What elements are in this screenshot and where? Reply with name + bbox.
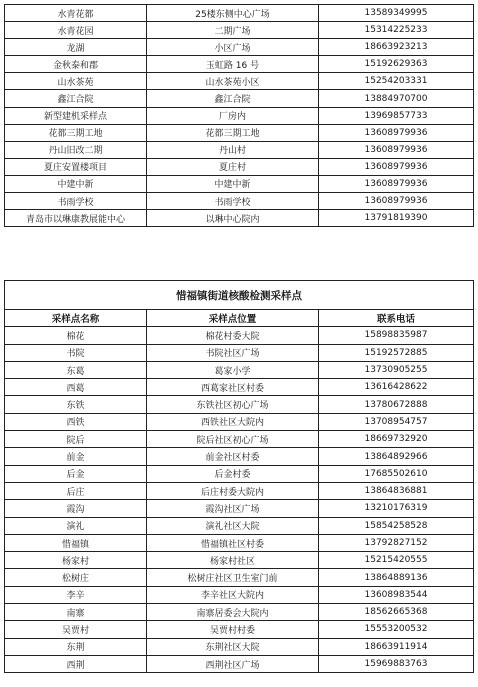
sampling-point-name: 惜福镇 xyxy=(5,534,147,551)
contact-phone: 13210176319 xyxy=(319,500,474,517)
contact-phone: 13608979936 xyxy=(319,193,474,210)
contact-phone: 13864836881 xyxy=(319,482,474,499)
sampling-points-table-top xyxy=(4,4,474,227)
table-row xyxy=(5,56,474,73)
sampling-point-location: 东荆社区大院 xyxy=(147,638,319,655)
table-row xyxy=(5,22,474,39)
table-row xyxy=(5,193,474,210)
sampling-point-name: 西铁 xyxy=(5,413,147,430)
sampling-point-location: 葛家小学 xyxy=(147,361,319,378)
sampling-point-name: 演礼 xyxy=(5,517,147,534)
contact-phone: 13864889136 xyxy=(319,569,474,586)
sampling-point-location: 夏庄村 xyxy=(147,158,319,175)
table-row xyxy=(5,552,474,569)
sampling-point-location: 惜福镇社区村委 xyxy=(147,534,319,551)
sampling-point-location: 西葛家社区村委 xyxy=(147,379,319,396)
contact-phone: 13608979936 xyxy=(319,124,474,141)
table-row xyxy=(5,361,474,378)
table-title-row xyxy=(5,281,474,310)
sampling-point-location: 书雨学校 xyxy=(147,193,319,210)
contact-phone: 13608979936 xyxy=(319,158,474,175)
sampling-point-location: 丹山村 xyxy=(147,141,319,158)
contact-phone: 13608983544 xyxy=(319,586,474,603)
sampling-point-location: 前金社区村委 xyxy=(147,448,319,465)
sampling-point-name: 金秋泰和郡 xyxy=(5,56,147,73)
sampling-point-location: 中建中新 xyxy=(147,175,319,192)
table-title: 惜福镇街道核酸检测采样点 xyxy=(5,281,474,310)
sampling-point-name: 松树庄 xyxy=(5,569,147,586)
contact-phone: 15192572885 xyxy=(319,344,474,361)
contact-phone: 13864892966 xyxy=(319,448,474,465)
contact-phone: 13884970700 xyxy=(319,90,474,107)
sampling-point-name: 东铁 xyxy=(5,396,147,413)
sampling-point-location: 书院社区广场 xyxy=(147,344,319,361)
table-row xyxy=(5,396,474,413)
table-row xyxy=(5,431,474,448)
sampling-point-location: 鑫江合院 xyxy=(147,90,319,107)
sampling-point-location: 李辛社区大院内 xyxy=(147,586,319,603)
sampling-point-location: 霞沟社区广场 xyxy=(147,500,319,517)
table-row xyxy=(5,604,474,621)
sampling-point-name: 水青花园 xyxy=(5,22,147,39)
table-row xyxy=(5,655,474,672)
sampling-point-name: 书雨学校 xyxy=(5,193,147,210)
sampling-point-name: 东荆 xyxy=(5,638,147,655)
sampling-point-location: 吴贾村村委 xyxy=(147,621,319,638)
sampling-point-name: 杨家村 xyxy=(5,552,147,569)
contact-phone: 15898835987 xyxy=(319,327,474,344)
column-header-phone: 联系电话 xyxy=(319,310,474,327)
sampling-point-location: 棉花村委大院 xyxy=(147,327,319,344)
sampling-point-location: 杨家村社区 xyxy=(147,552,319,569)
sampling-point-name: 前金 xyxy=(5,448,147,465)
contact-phone: 15553200532 xyxy=(319,621,474,638)
contact-phone: 13608979936 xyxy=(319,141,474,158)
table-body xyxy=(5,281,474,673)
sampling-point-name: 丹山旧改二期 xyxy=(5,141,147,158)
sampling-point-name: 龙湖 xyxy=(5,39,147,56)
sampling-point-location: 东铁社区初心广场 xyxy=(147,396,319,413)
sampling-point-name: 南寨 xyxy=(5,604,147,621)
contact-phone: 13792827152 xyxy=(319,534,474,551)
contact-phone: 13616428622 xyxy=(319,379,474,396)
table-row xyxy=(5,107,474,124)
contact-phone: 13969857733 xyxy=(319,107,474,124)
contact-phone: 13780672888 xyxy=(319,396,474,413)
contact-phone: 18669732920 xyxy=(319,431,474,448)
table-row xyxy=(5,327,474,344)
contact-phone: 15192629363 xyxy=(319,56,474,73)
sampling-point-name: 棉花 xyxy=(5,327,147,344)
table-row xyxy=(5,465,474,482)
table-row xyxy=(5,39,474,56)
xifu-sampling-points-table xyxy=(4,280,474,673)
sampling-point-location: 演礼社区大院 xyxy=(147,517,319,534)
sampling-point-location: 南寨居委会大院内 xyxy=(147,604,319,621)
table-row xyxy=(5,379,474,396)
sampling-point-name: 水青花都 xyxy=(5,5,147,22)
contact-phone: 13608979936 xyxy=(319,175,474,192)
contact-phone: 13708954757 xyxy=(319,413,474,430)
table-row xyxy=(5,448,474,465)
table-row xyxy=(5,90,474,107)
sampling-point-name: 霞沟 xyxy=(5,500,147,517)
contact-phone: 13791819390 xyxy=(319,210,474,227)
sampling-point-name: 后庄 xyxy=(5,482,147,499)
table-row xyxy=(5,141,474,158)
contact-phone: 18663911914 xyxy=(319,638,474,655)
contact-phone: 18562665368 xyxy=(319,604,474,621)
table-row xyxy=(5,517,474,534)
sampling-point-location: 二期广场 xyxy=(147,22,319,39)
sampling-point-location: 后庄村委大院内 xyxy=(147,482,319,499)
table-row xyxy=(5,124,474,141)
sampling-point-name: 后金 xyxy=(5,465,147,482)
contact-phone: 13589349995 xyxy=(319,5,474,22)
sampling-point-name: 中建中新 xyxy=(5,175,147,192)
sampling-point-name: 院后 xyxy=(5,431,147,448)
sampling-point-location: 西铁社区大院内 xyxy=(147,413,319,430)
contact-phone: 13730905255 xyxy=(319,361,474,378)
contact-phone: 17685502610 xyxy=(319,465,474,482)
sampling-point-location: 后金村委 xyxy=(147,465,319,482)
table-row xyxy=(5,500,474,517)
contact-phone: 15254203331 xyxy=(319,73,474,90)
contact-phone: 15215420555 xyxy=(319,552,474,569)
sampling-point-name: 东葛 xyxy=(5,361,147,378)
table-row xyxy=(5,158,474,175)
table-row xyxy=(5,413,474,430)
sampling-point-name: 新型建机采样点 xyxy=(5,107,147,124)
sampling-point-location: 松树庄社区卫生室门前 xyxy=(147,569,319,586)
sampling-point-location: 玉虹路 16 号 xyxy=(147,56,319,73)
column-header-name: 采样点名称 xyxy=(5,310,147,327)
sampling-point-location: 以琳中心院内 xyxy=(147,210,319,227)
sampling-point-name: 西荆 xyxy=(5,655,147,672)
sampling-point-location: 山水茶苑小区 xyxy=(147,73,319,90)
table-body xyxy=(5,5,474,227)
sampling-point-location: 25楼东侧中心广场 xyxy=(147,5,319,22)
table-row xyxy=(5,482,474,499)
table-row xyxy=(5,586,474,603)
sampling-point-name: 夏庄安置楼项目 xyxy=(5,158,147,175)
contact-phone: 15314225233 xyxy=(319,22,474,39)
contact-phone: 18663923213 xyxy=(319,39,474,56)
table-row xyxy=(5,5,474,22)
table-row xyxy=(5,638,474,655)
table-row xyxy=(5,210,474,227)
table-row xyxy=(5,175,474,192)
table-row xyxy=(5,621,474,638)
sampling-point-name: 李辛 xyxy=(5,586,147,603)
sampling-point-location: 院后社区初心广场 xyxy=(147,431,319,448)
sampling-point-name: 鑫江合院 xyxy=(5,90,147,107)
column-header-location: 采样点位置 xyxy=(147,310,319,327)
table-row xyxy=(5,344,474,361)
contact-phone: 15969883763 xyxy=(319,655,474,672)
sampling-point-location: 厂房内 xyxy=(147,107,319,124)
table-row xyxy=(5,73,474,90)
table-row xyxy=(5,534,474,551)
sampling-point-name: 书院 xyxy=(5,344,147,361)
table-header-row xyxy=(5,310,474,327)
sampling-point-name: 山水茶苑 xyxy=(5,73,147,90)
contact-phone: 15854258528 xyxy=(319,517,474,534)
sampling-point-name: 花都三期工地 xyxy=(5,124,147,141)
sampling-point-location: 花都三期工地 xyxy=(147,124,319,141)
sampling-point-name: 西葛 xyxy=(5,379,147,396)
sampling-point-location: 小区广场 xyxy=(147,39,319,56)
sampling-point-name: 青岛市以琳康教展能中心 xyxy=(5,210,147,227)
table-row xyxy=(5,569,474,586)
sampling-point-name: 吴贾村 xyxy=(5,621,147,638)
sampling-point-location: 西荆社区广场 xyxy=(147,655,319,672)
